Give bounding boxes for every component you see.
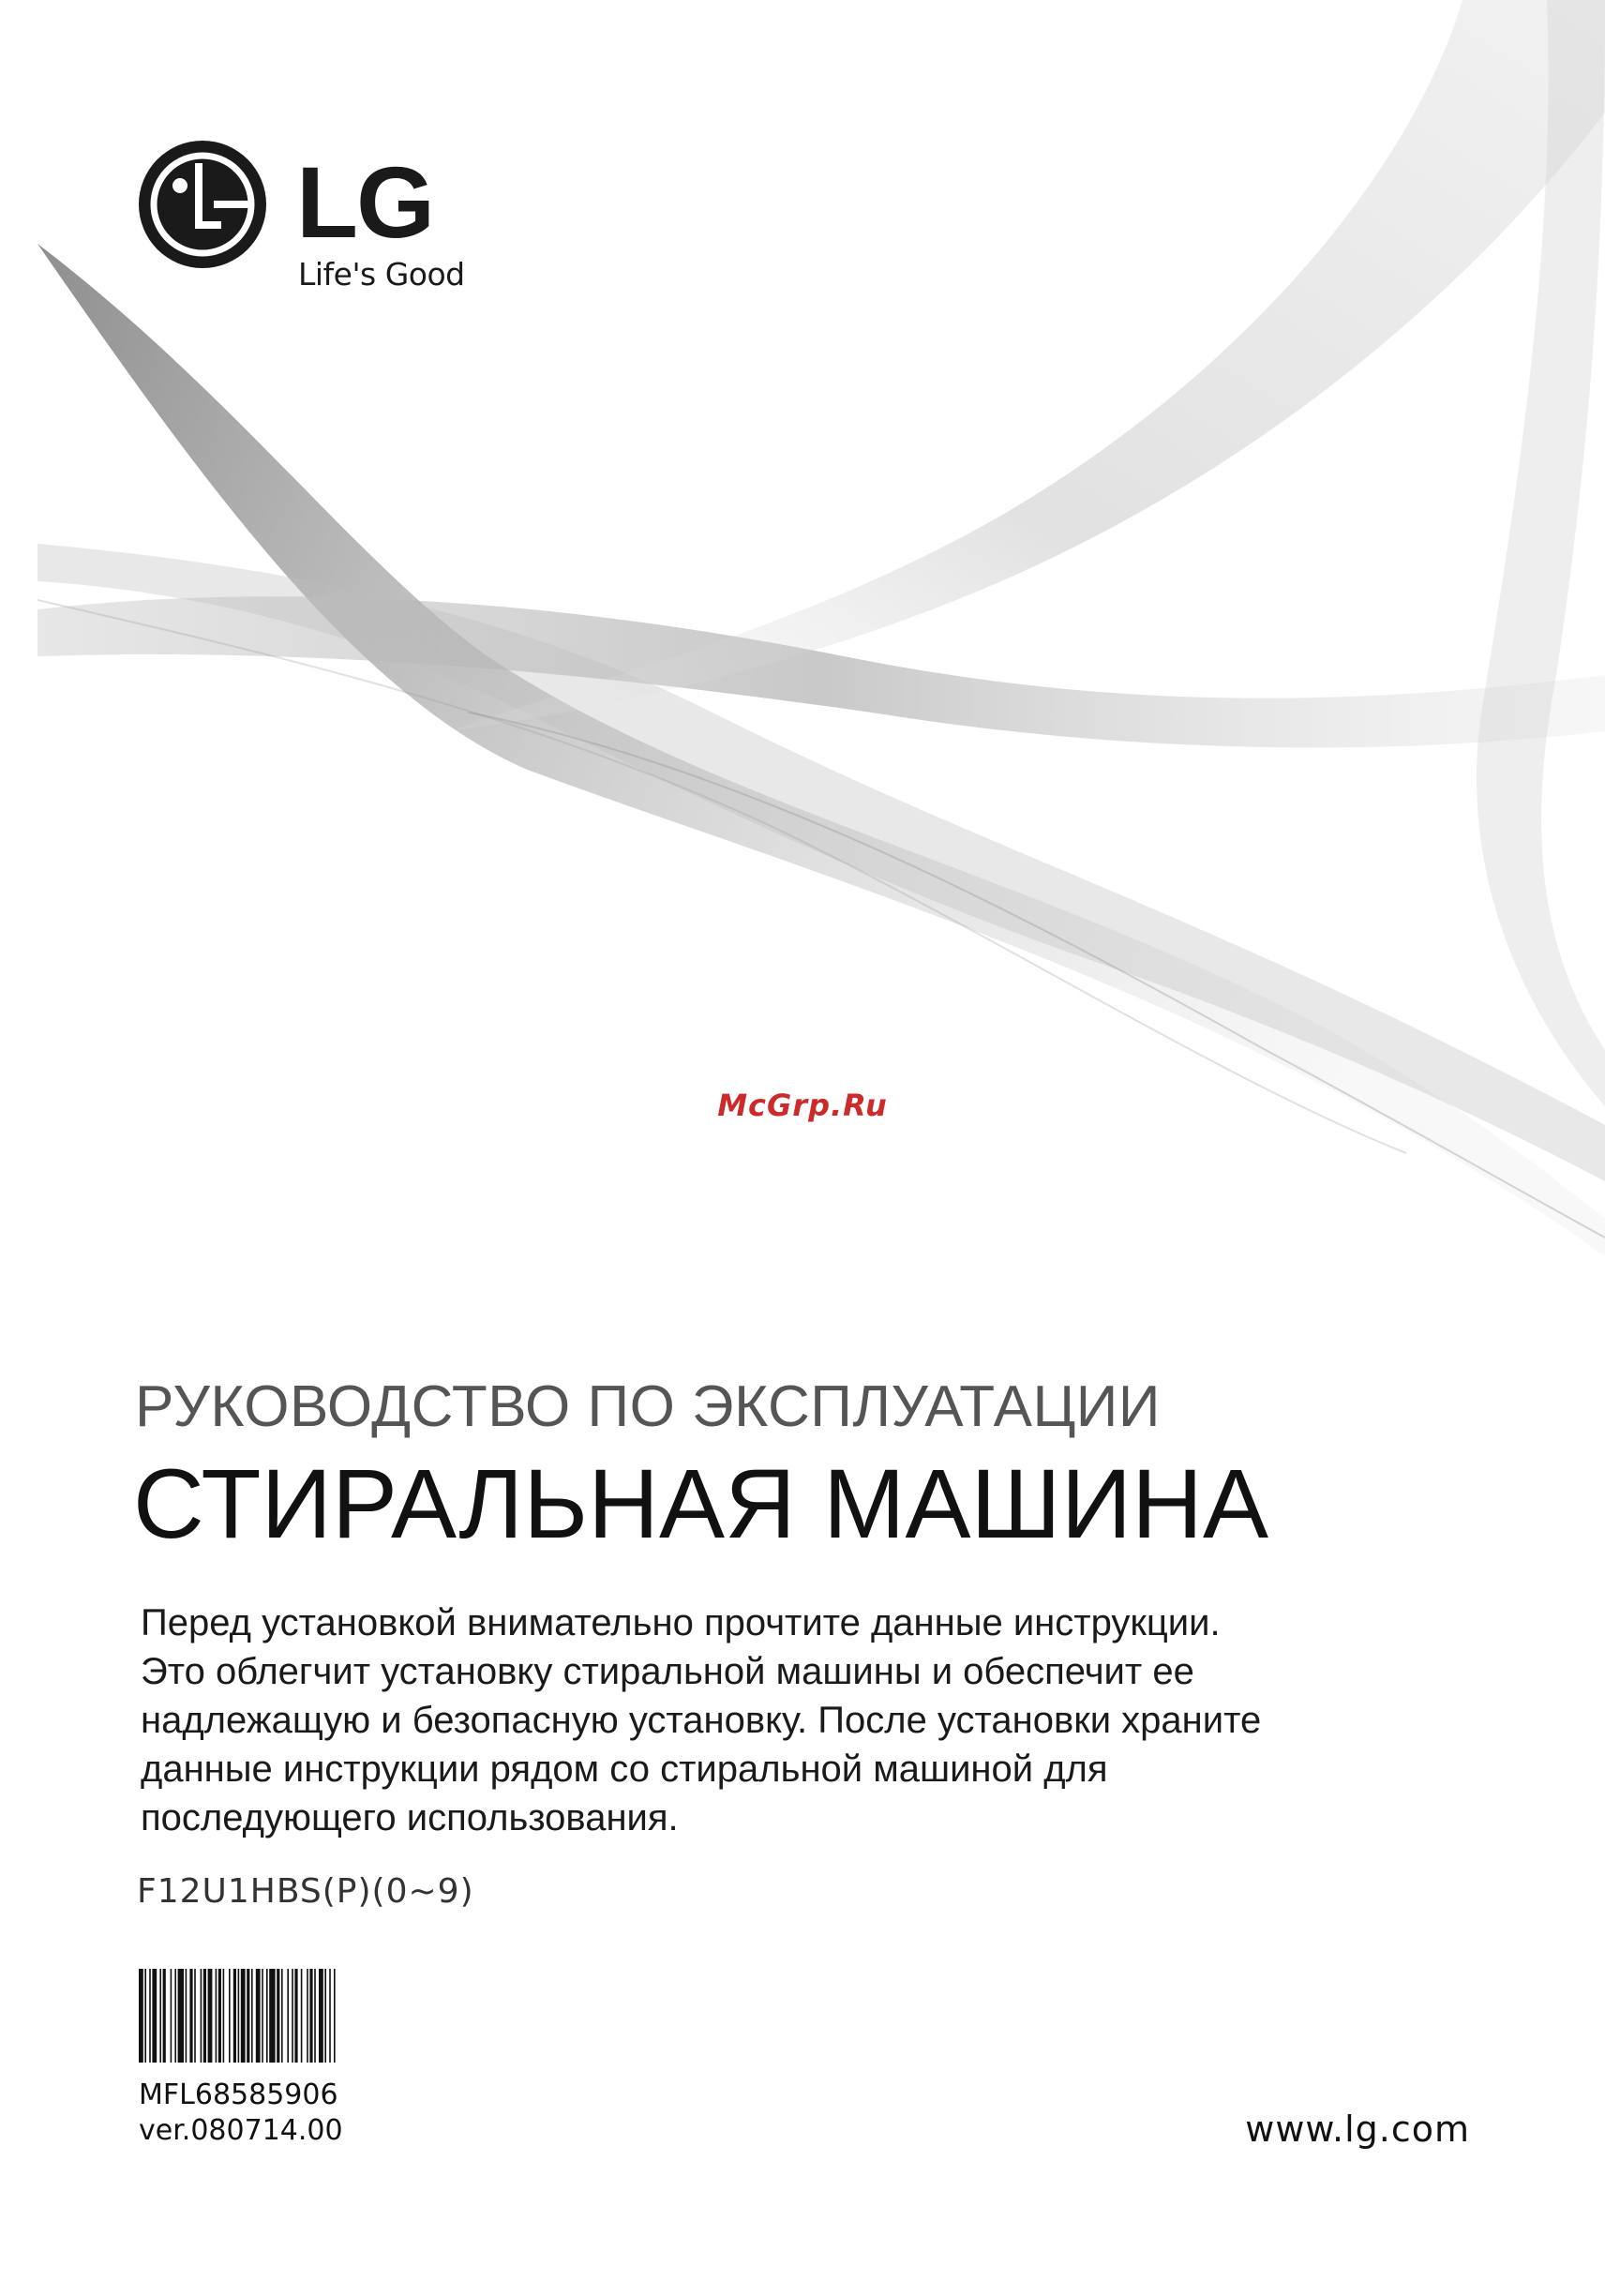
product-title: СТИРАЛЬНАЯ МАШИНА <box>133 1449 1269 1559</box>
website-link[interactable]: www.lg.com <box>1245 2108 1470 2150</box>
barcode <box>139 1969 514 2063</box>
model-number: F12U1HBS(P)(0~9) <box>137 1872 474 1911</box>
lg-face-icon <box>137 139 268 270</box>
intro-line: данные инструкции рядом со стиральной машиной для <box>141 1748 1108 1790</box>
intro-paragraph <box>141 1598 1509 1842</box>
lg-tagline: Life's Good <box>298 256 465 293</box>
lg-wordmark: LG <box>296 145 433 259</box>
intro-line: Это облегчит установку стиральной машины и обеспечит ее <box>141 1651 1194 1692</box>
intro-line: последующего использования. <box>141 1797 679 1838</box>
intro-line: Перед установкой внимательно прочтите данные инструкции. <box>141 1602 1221 1643</box>
part-number: MFL68585906 <box>139 2078 338 2111</box>
watermark-text: McGrp.Ru <box>717 1088 888 1123</box>
lg-logo <box>137 139 474 308</box>
version-number: ver.080714.00 <box>139 2114 343 2147</box>
intro-line: надлежащую и безопасную установку. После установки храните <box>141 1700 1262 1741</box>
manual-subtitle: РУКОВОДСТВО ПО ЭКСПЛУАТАЦИИ <box>135 1374 1161 1439</box>
